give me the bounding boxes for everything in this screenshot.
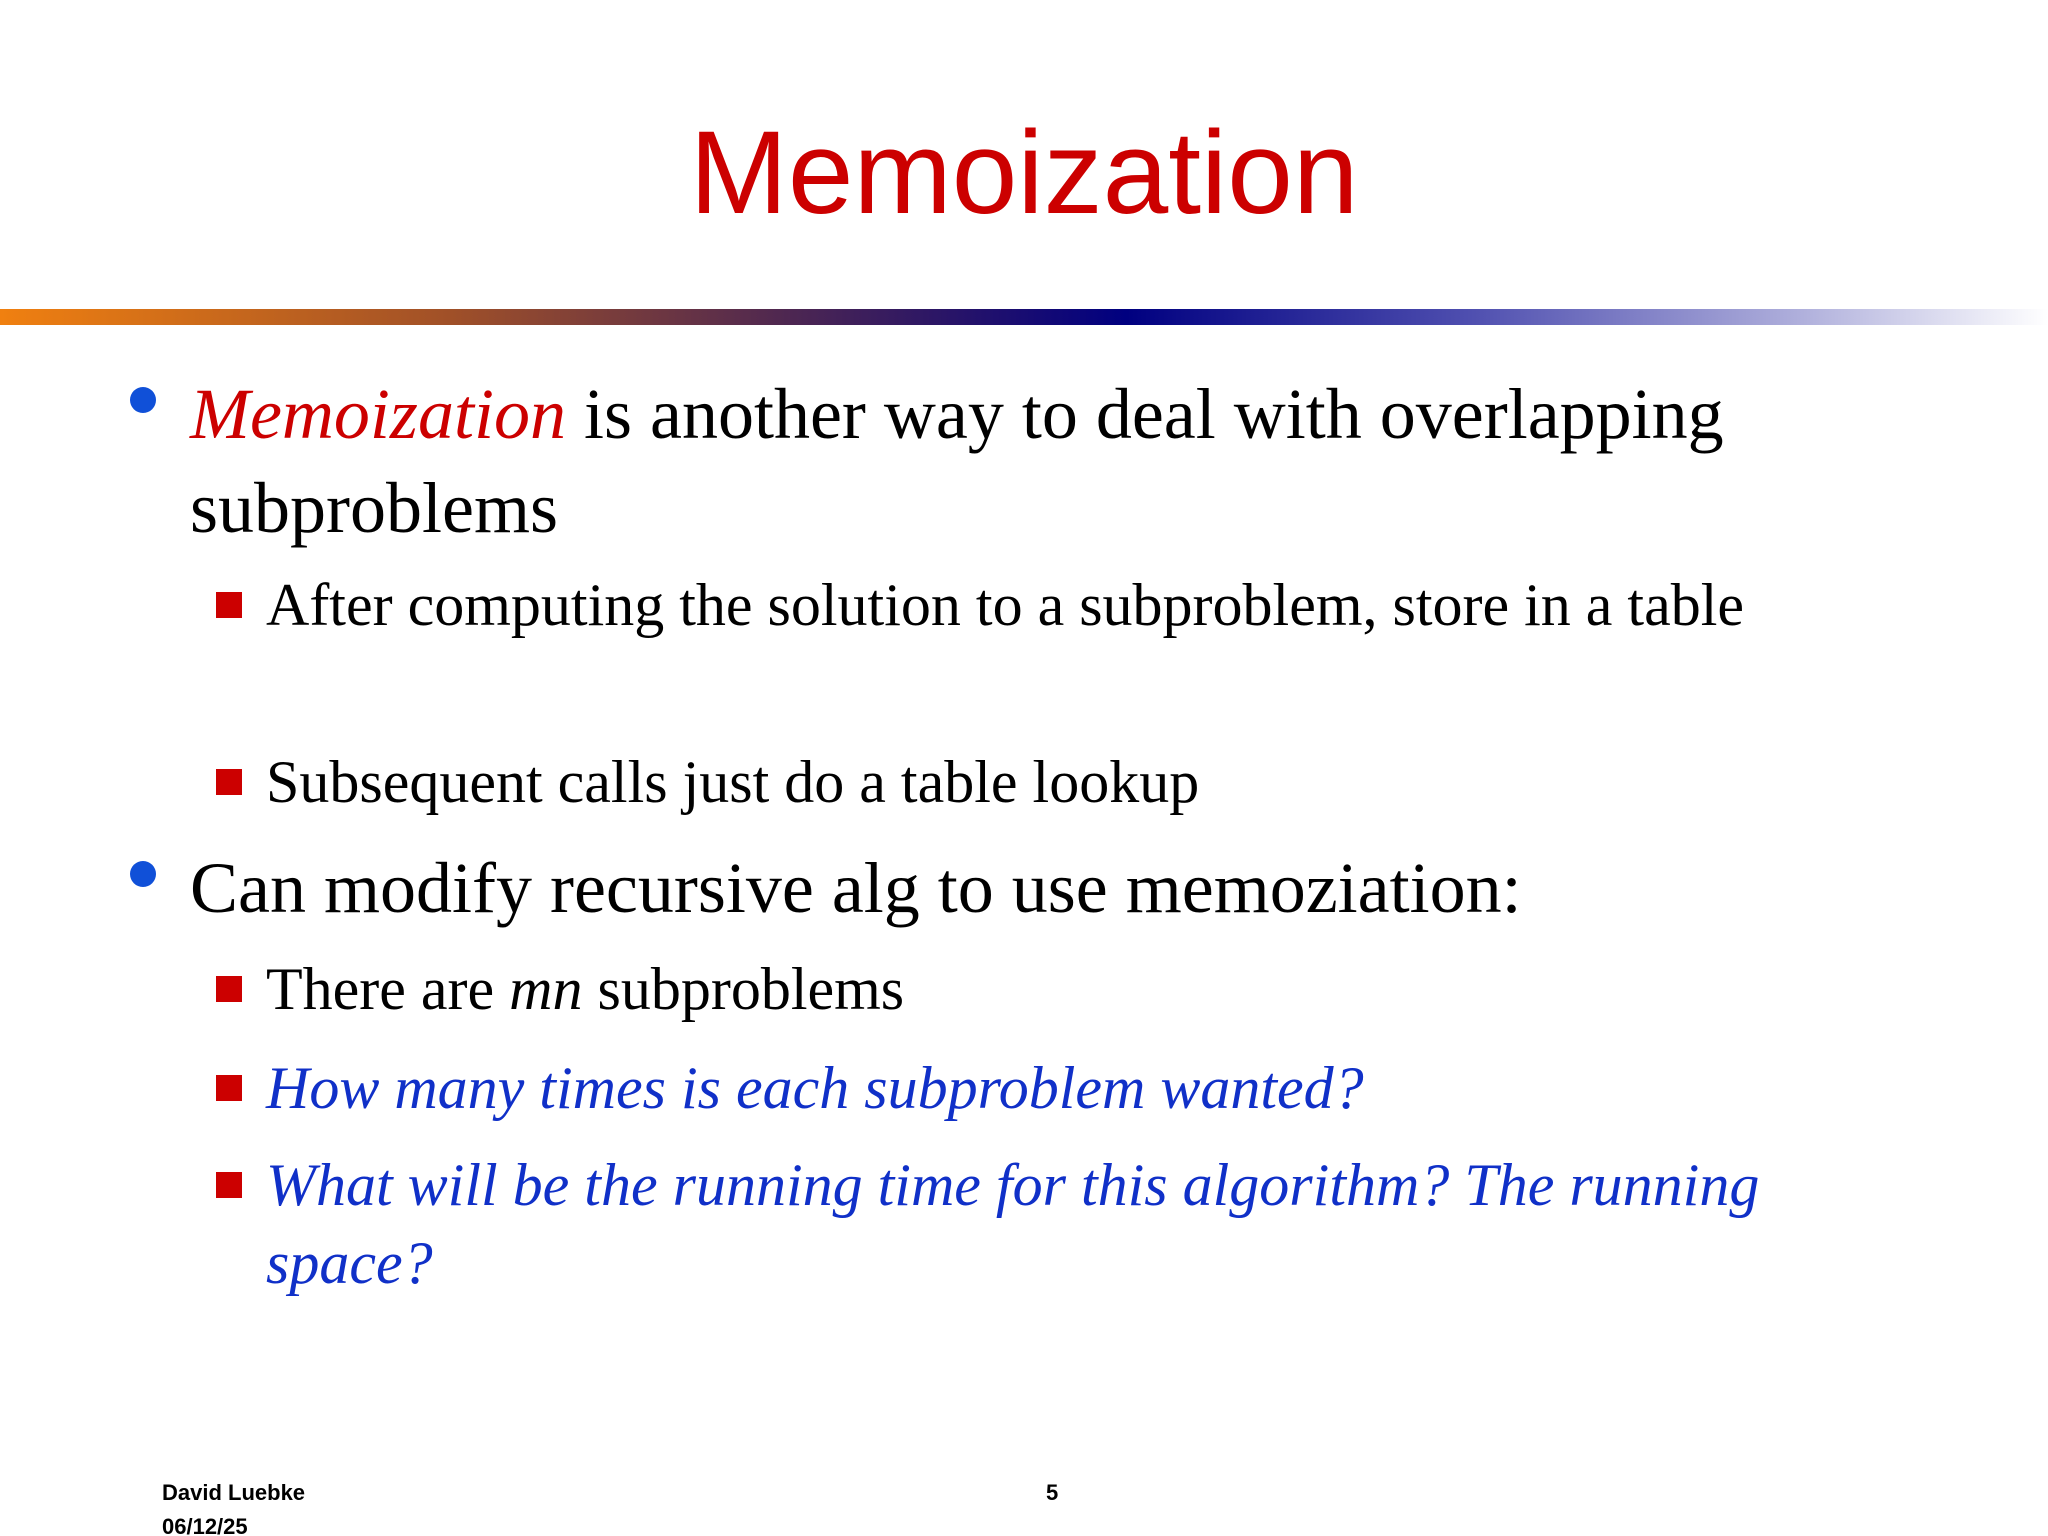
subbullet-text-after: subproblems [582,956,905,1022]
memoization-term: Memoization [190,374,566,454]
subbullet-item-table-lookup [266,743,1906,821]
subbullet-item-question-times [266,1049,1906,1127]
page-number: 5 [1046,1480,1059,1505]
bullet-item-memoization [190,367,1930,555]
subbullet-item-mn-subproblems [266,950,1906,1028]
footer-date: 06/12/25 [162,1514,248,1536]
question-text: How many times is each subproblem wanted? [266,1055,1364,1121]
footer-author-date [162,1476,305,1536]
slide-title: Memoization [689,107,1359,239]
bullet-text: is another way to deal with overlapping subproblems [190,374,1724,548]
footer-author: David Luebke [162,1480,306,1505]
square-bullet-icon [216,976,242,1002]
square-bullet-icon [216,769,242,795]
subbullet-text: Subsequent calls just do a table lookup [266,749,1200,815]
subbullet-text: After computing the solution to a subproblem, store in a table [266,572,1745,638]
subbullet-text-before: There are [266,956,510,1022]
subbullet-item-question-running-time [266,1146,1906,1302]
bullet-item-modify-recursive [190,841,1930,935]
square-bullet-icon [216,1172,242,1198]
square-bullet-icon [216,1075,242,1101]
round-bullet-icon [130,861,156,887]
round-bullet-icon [130,387,156,413]
bullet-text: Can modify recursive alg to use memoziation: [190,848,1522,928]
subbullet-item-store-table [266,566,1906,644]
square-bullet-icon [216,592,242,618]
mn-variable: mn [509,956,583,1022]
question-text: What will be the running time for this algorithm? The running space? [266,1152,1760,1296]
